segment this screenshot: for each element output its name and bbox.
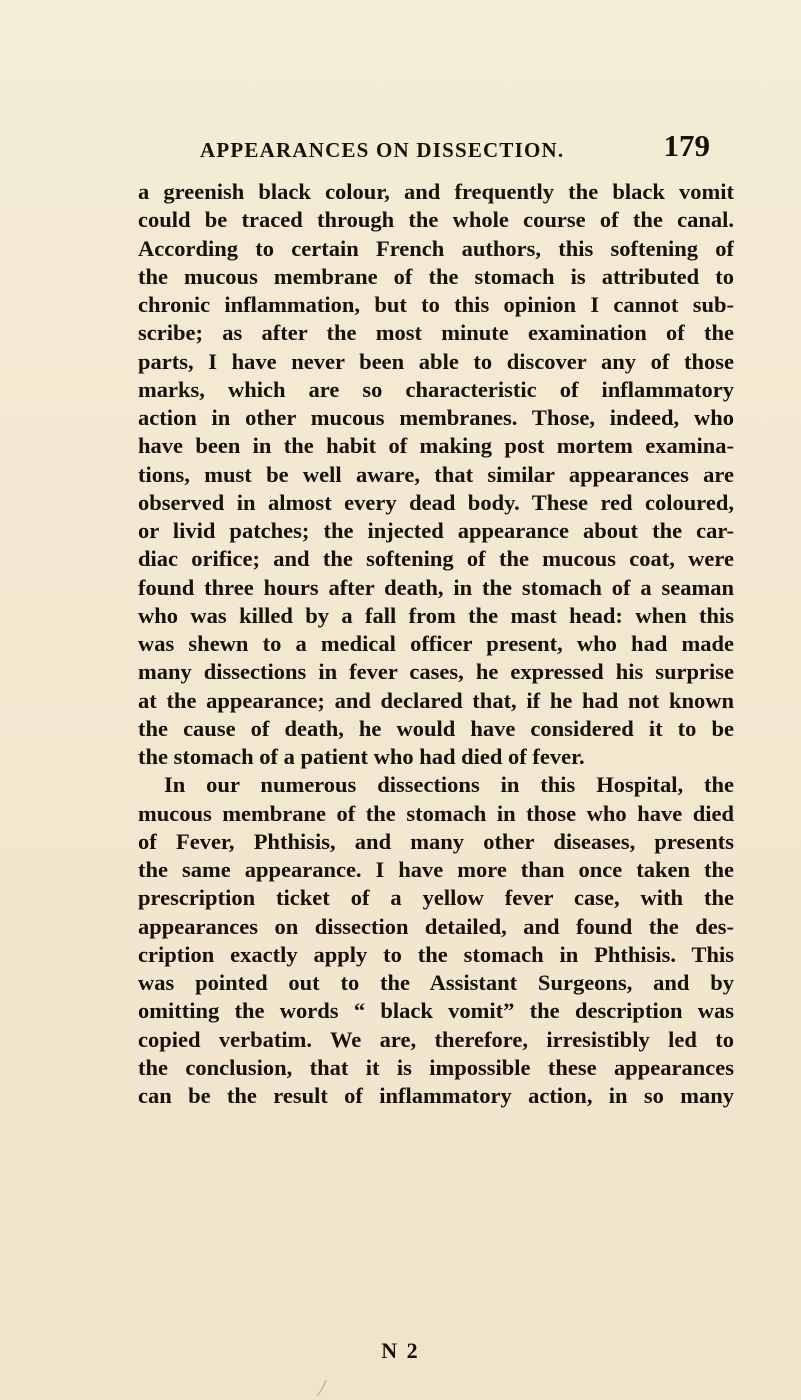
text-line: could be traced through the whole course of the canal.: [138, 207, 734, 233]
text-line: the mucous membrane of the stomach is attributed to: [138, 263, 734, 289]
text-line: have been in the habit of making post mortem examina-: [138, 433, 734, 459]
text-line: action in other mucous membranes. Those, indeed, who: [138, 405, 734, 430]
text-line: tions, must be well aware, that similar appearances are: [138, 461, 734, 487]
text-line: the same appearance. I have more than once taken the: [138, 857, 734, 882]
text-line: prescription ticket of a yellow fever case, with the: [138, 885, 734, 911]
text-line: found three hours after death, in the stomach of a seaman: [138, 574, 734, 600]
text-line: a greenish black colour, and frequently the black vomit: [138, 179, 734, 204]
text-line: can be the result of inflammatory action, in so many: [138, 1083, 734, 1108]
text-line: the conclusion, that it is impossible these appearances: [138, 1054, 734, 1080]
text-line: appearances on dissection detailed, and found the des-: [138, 913, 734, 939]
body-text: [138, 178, 734, 1110]
signature-mark: N 2: [381, 1338, 420, 1363]
text-line: was shewn to a medical officer present, who had made: [138, 631, 734, 656]
text-line: parts, I have never been able to discover any of those: [138, 348, 734, 374]
running-title: APPEARANCES ON DISSECTION.: [200, 138, 565, 162]
pencil-stroke-mark: [315, 1378, 329, 1398]
text-line: who was killed by a fall from the mast head: when this: [138, 602, 734, 628]
text-line: at the appearance; and declared that, if he had not known: [138, 687, 734, 713]
paragraph-last-line: the stomach of a patient who had died of fever.: [138, 744, 585, 769]
text-line: marks, which are so characteristic of inflammatory: [138, 376, 734, 402]
text-line: of Fever, Phthisis, and many other diseases, presents: [138, 828, 734, 854]
text-line: chronic inflammation, but to this opinion I cannot sub-: [138, 292, 734, 317]
text-line: was pointed out to the Assistant Surgeons, and by: [138, 970, 734, 995]
text-line: mucous membrane of the stomach in those who have died: [138, 800, 734, 826]
paragraph-first-line: In our numerous dissections in this Hospital, the: [164, 772, 734, 798]
text-line: or livid patches; the injected appearance about the car-: [138, 518, 734, 543]
running-header: [200, 128, 720, 168]
text-line: observed in almost every dead body. These red coloured,: [138, 489, 734, 515]
page-number: 179: [663, 128, 710, 163]
text-line: diac orifice; and the softening of the mucous coat, were: [138, 546, 734, 572]
text-line: copied verbatim. We are, therefore, irresistibly led to: [138, 1026, 734, 1052]
text-line: many dissections in fever cases, he expressed his surprise: [138, 659, 734, 685]
text-line: scribe; as after the most minute examination of the: [138, 320, 734, 346]
text-line: omitting the words “ black vomit” the description was: [138, 998, 734, 1024]
text-line: cription exactly apply to the stomach in Phthisis. This: [138, 941, 734, 967]
text-line: According to certain French authors, this softening of: [138, 235, 734, 261]
text-line: the cause of death, he would have considered it to be: [138, 715, 734, 741]
